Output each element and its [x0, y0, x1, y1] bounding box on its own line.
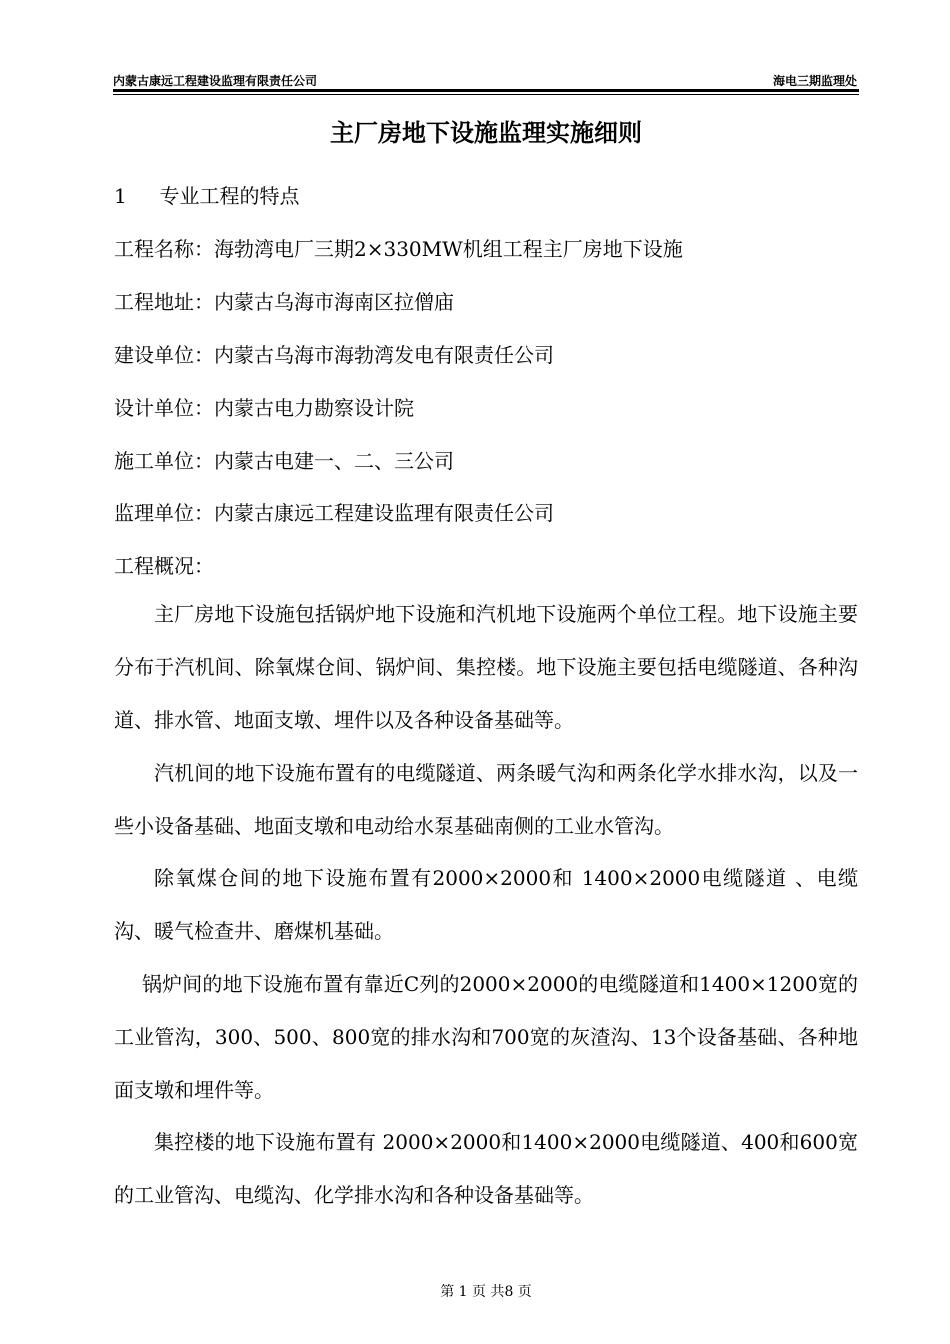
page-header	[113, 70, 857, 90]
paragraph-control-building: 集控楼的地下设施布置有 2000×2000和1400×2000电缆隧道、400和600宽的工业管沟、电缆沟、化学排水沟和各种设备基础等。	[114, 1130, 858, 1207]
paragraph-boiler-house: 锅炉间的地下设施布置有靠近C列的2000×2000的电缆隧道和1400×1200宽的工业管沟，300、500、800宽的排水沟和700宽的灰渣沟、13个设备基础、各种地面支墩和埋件等。	[114, 972, 858, 1102]
field-project-name: 工程名称：海勃湾电厂三期2×330MW机组工程主厂房地下设施	[114, 237, 683, 261]
section-number: 1	[114, 184, 127, 208]
header-rule-thin	[113, 94, 859, 95]
paragraph-deaerator-bay: 除氧煤仓间的地下设施布置有2000×2000和 1400×2000电缆隧道 、电缆沟、暖气检查井、磨煤机基础。	[114, 866, 858, 943]
header-rule-thick	[113, 89, 859, 92]
field-designer: 设计单位：内蒙古电力勘察设计院	[114, 396, 414, 420]
field-contractor: 施工单位：内蒙古电建一、二、三公司	[114, 449, 454, 473]
field-owner: 建设单位：内蒙古乌海市海勃湾发电有限责任公司	[114, 343, 554, 367]
section-heading	[114, 180, 299, 209]
header-department: 海电三期监理处	[772, 74, 857, 88]
field-project-address: 工程地址：内蒙古乌海市海南区拉僧庙	[114, 290, 454, 314]
overview-label: 工程概况：	[114, 554, 214, 578]
section-title: 专业工程的特点	[159, 184, 300, 208]
field-supervisor: 监理单位：内蒙古康远工程建设监理有限责任公司	[114, 501, 554, 525]
header-company: 内蒙古康远工程建设监理有限责任公司	[113, 74, 318, 88]
page-number: 第 1 页 共8 页	[440, 1284, 532, 1300]
document-title: 主厂房地下设施监理实施细则	[330, 119, 642, 147]
paragraph-overview: 主厂房地下设施包括锅炉地下设施和汽机地下设施两个单位工程。地下设施主要分布于汽机间、除氧煤仓间、锅炉间、集控楼。地下设施主要包括电缆隧道、各种沟道、排水管、地面支墩、埋件以及各种设备基础等。	[114, 602, 858, 732]
paragraph-turbine-hall: 汽机间的地下设施布置有的电缆隧道、两条暖气沟和两条化学水排水沟，以及一些小设备基础、地面支墩和电动给水泵基础南侧的工业水管沟。	[114, 761, 858, 838]
